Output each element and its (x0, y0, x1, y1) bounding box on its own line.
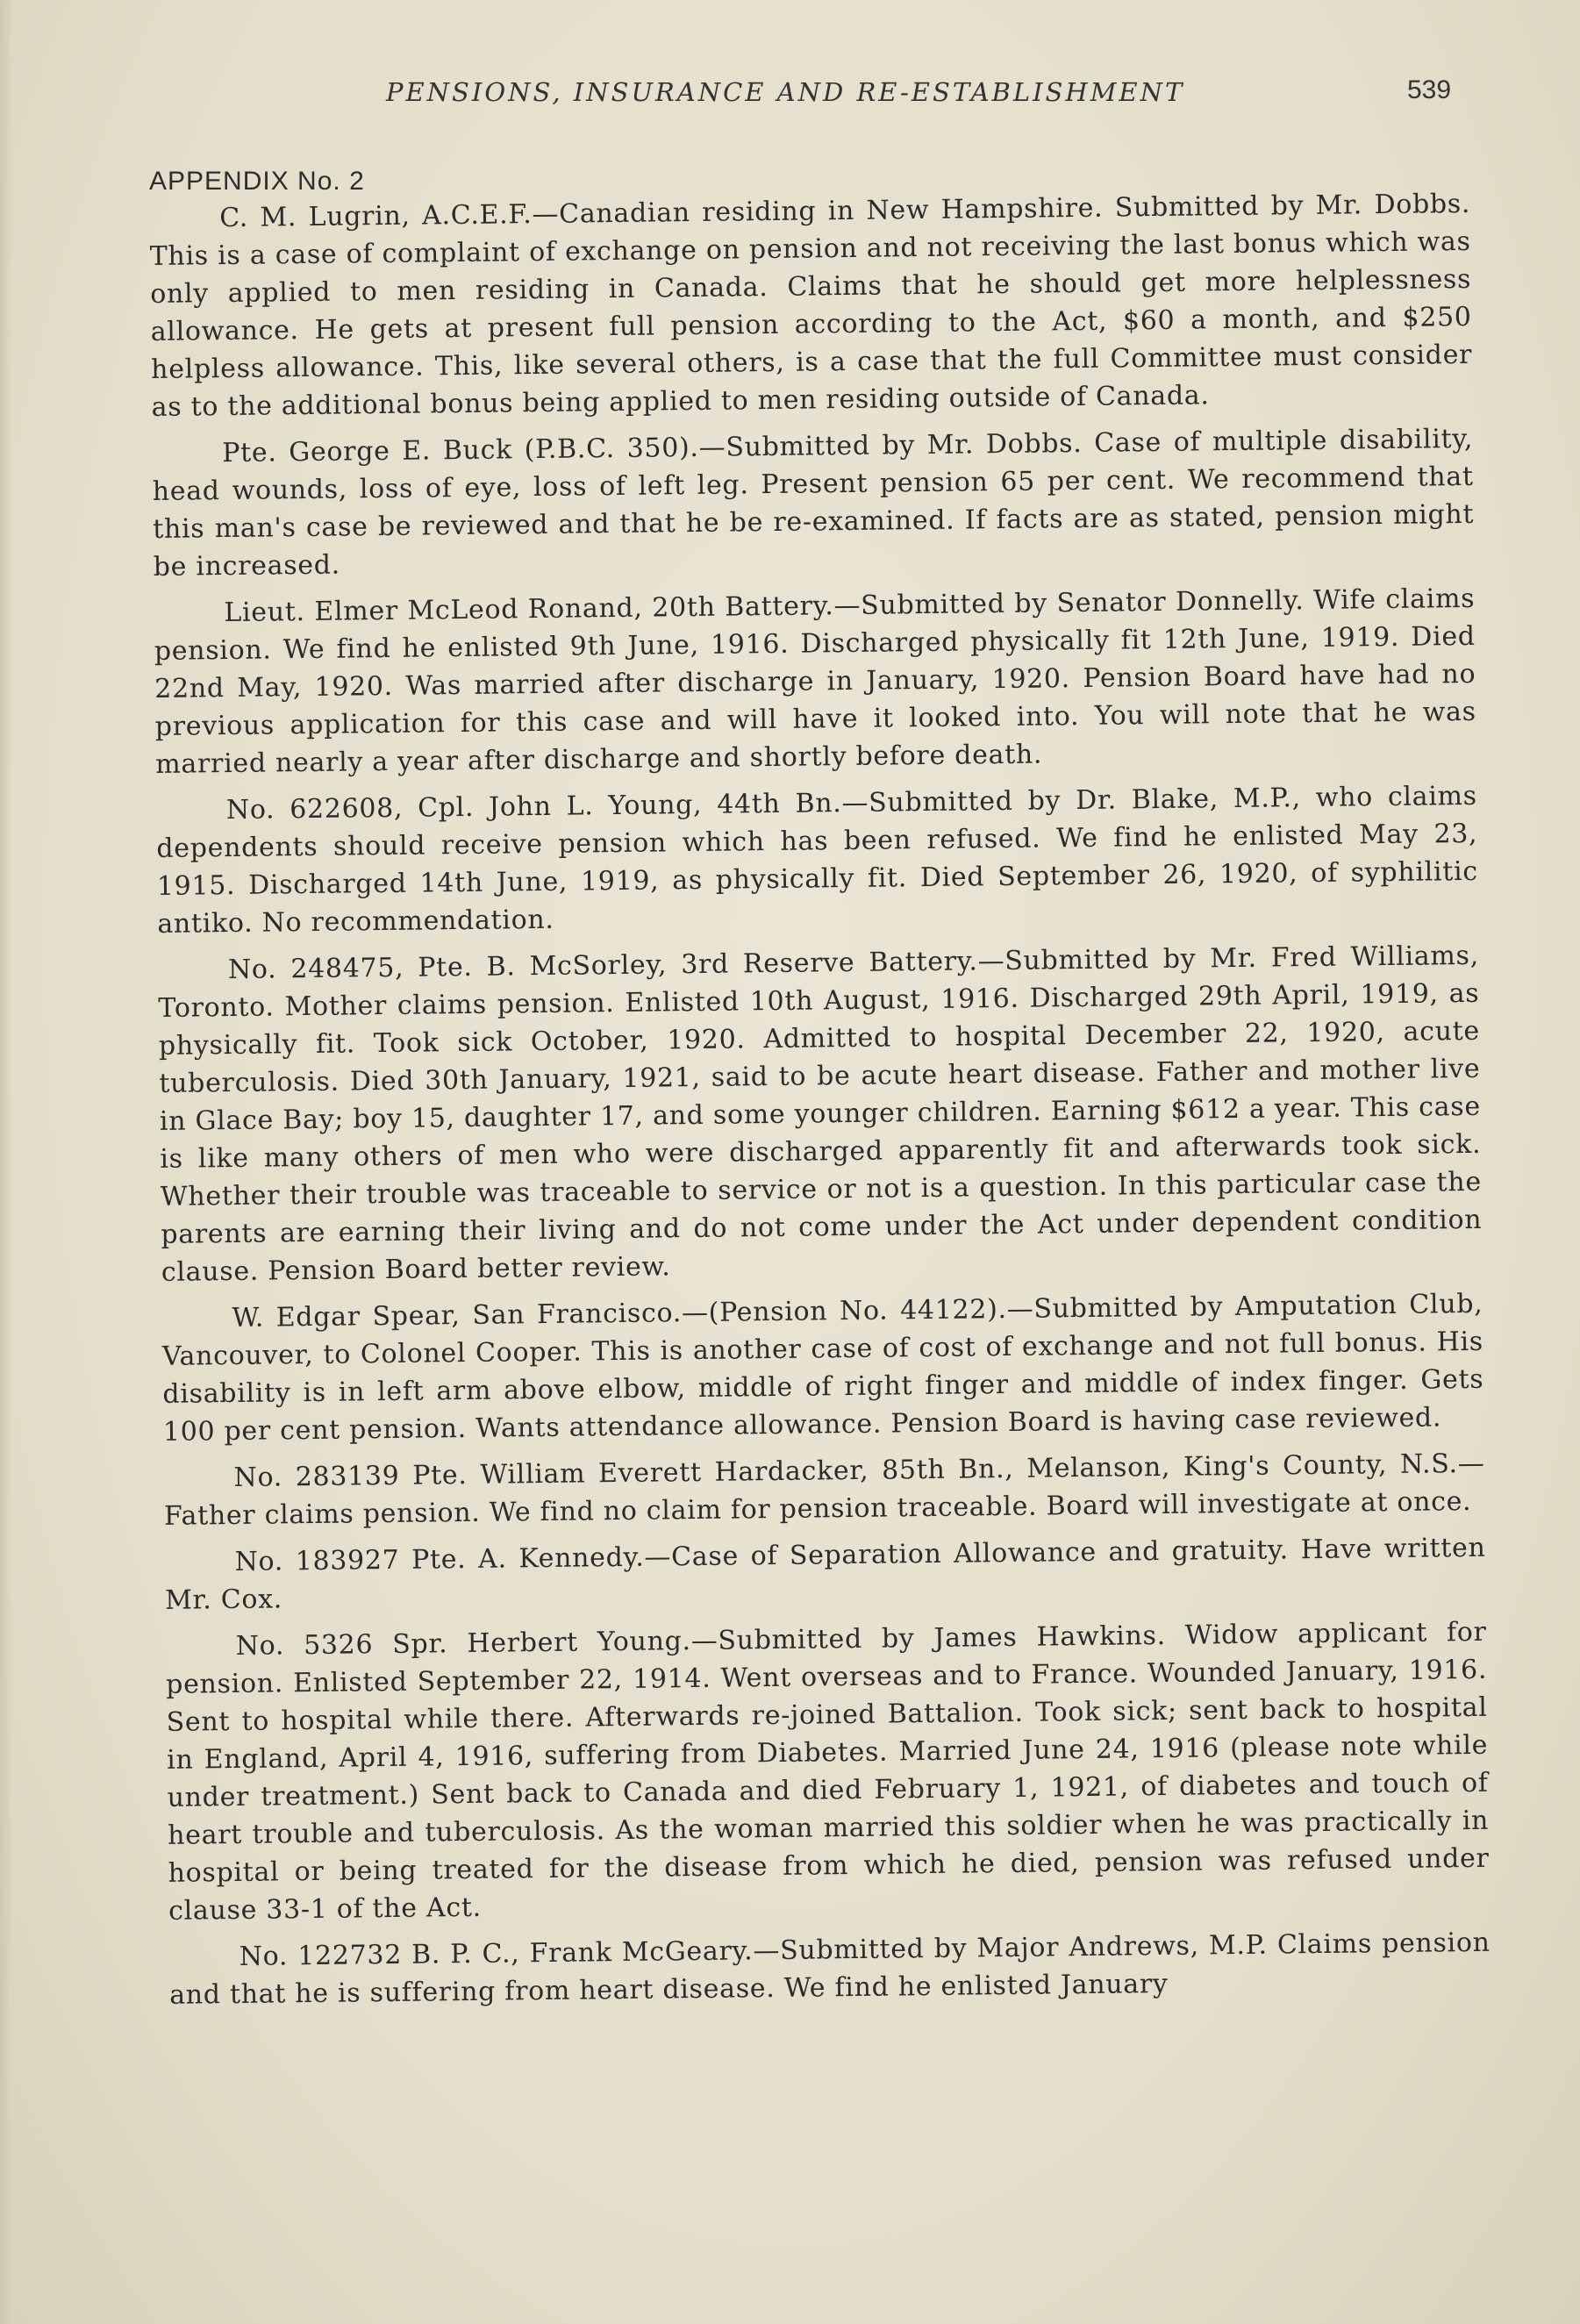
paragraph-mcsorley: No. 248475, Pte. B. McSorley, 3rd Reserve Battery.—Submitted by Mr. Fred Williams, Toronto. Mother claims pension. Enlisted 10th August, 1916. Discharged 29th April, 1919, as physically fit. Took sick October, 1920. Admitted to hospital December 22, 1920, acute tuberculosis. Died 30th January, 1921, said to be acute heart disease. Father and mother live in Glace Bay; boy 15, daughter 17, and some younger children. Earning $612 a year. This case is like many others of men who were discharged apparently fit and afterwards took sick. Whether their trouble was traceable to service or not is a question. In this particular case the parents are earning their living and do not come under the Act under dependent condition clause. Pension Board better review. (158, 940, 1483, 1288)
appendix-label: APPENDIX No. 2 (149, 167, 365, 196)
page-binding-edge (0, 0, 12, 2324)
page-body (149, 185, 1491, 2023)
paragraph-spear: W. Edgar Spear, San Francisco.—(Pension No. 44122).—Submitted by Amputation Club, Vancouver, to Colonel Cooper. This is another case of cost of exchange and not full bonus. His disability is in left arm above elbow, middle of right finger and middle of index finger. Gets 100 per cent pension. Wants attendance allowance. Pension Board is having case reviewed. (161, 1288, 1484, 1448)
paragraph-hardacker: No. 283139 Pte. William Everett Hardacker, 85th Bn., Melanson, King's County, N.S.—Father claims pension. We find no claim for pension traceable. Board will investigate at once. (163, 1448, 1485, 1532)
page-number: 539 (1407, 75, 1452, 104)
paragraph-john-young: No. 622608, Cpl. John L. Young, 44th Bn.—Submitted by Dr. Blake, M.P., who claims dependents should receive pension which has been refused. We find he enlisted May 23, 1915. Discharged 14th June, 1919, as physically fit. Died September 26, 1920, of syphilitic antiko. No recommendation. (156, 780, 1478, 940)
paragraph-kennedy: No. 183927 Pte. A. Kennedy.—Case of Separation Allowance and gratuity. Have written Mr. Cox. (164, 1532, 1486, 1616)
paragraph-lugrin: C. M. Lugrin, A.C.E.F.—Canadian residing in New Hampshire. Submitted by Mr. Dobbs. This is a case of complaint of exchange on pension and not receiving the last bonus which was only applied to men residing in Canada. Claims that he should get more helplessness allowance. He gets at present full pension according to the Act, $60 a month, and $250 helpless allowance. This, like several others, is a case that the full Committee must consider as to the additional bonus being applied to men residing outside of Canada. (149, 188, 1473, 423)
paragraph-buck: Pte. George E. Buck (P.B.C. 350).—Submitted by Mr. Dobbs. Case of multiple disability, head wounds, loss of eye, loss of left leg. Present pension 65 per cent. We recommend that this man's case be reviewed and that he be re-examined. If facts are as stated, pension might be increased. (152, 423, 1475, 583)
paragraph-ronand: Lieut. Elmer McLeod Ronand, 20th Battery.—Submitted by Senator Donnelly. Wife claims pension. We find he enlisted 9th June, 1916. Discharged physically fit 12th June, 1919. Died 22nd May, 1920. Was married after discharge in January, 1920. Pension Board have had no previous application for this case and will have it looked into. You will note that he was married nearly a year after discharge and shortly before death. (154, 583, 1476, 780)
paragraph-herbert-young: No. 5326 Spr. Herbert Young.—Submitted by James Hawkins. Widow applicant for pension. Enlisted September 22, 1914. Went overseas and to France. Wounded January, 1916. Sent to hospital while there. Afterwards re-joined Battalion. Took sick; sent back to hospital in England, April 4, 1916, suffering from Diabetes. Married June 24, 1916 (please note while under treatment.) Sent back to Canada and died February 1, 1921, of diabetes and touch of heart trouble and tuberculosis. As the woman married this soldier when he was practically in hospital or being treated for the disease from which he died, pension was refused under clause 33-1 of the Act. (166, 1616, 1490, 1927)
running-title: PENSIONS, INSURANCE AND RE-ESTABLISHMENT (386, 77, 1185, 107)
paragraph-mcgeary: No. 122732 B. P. C., Frank McGeary.—Submitted by Major Andrews, M.P. Claims pension and that he is suffering from heart disease. We find he enlisted January (169, 1927, 1491, 2011)
